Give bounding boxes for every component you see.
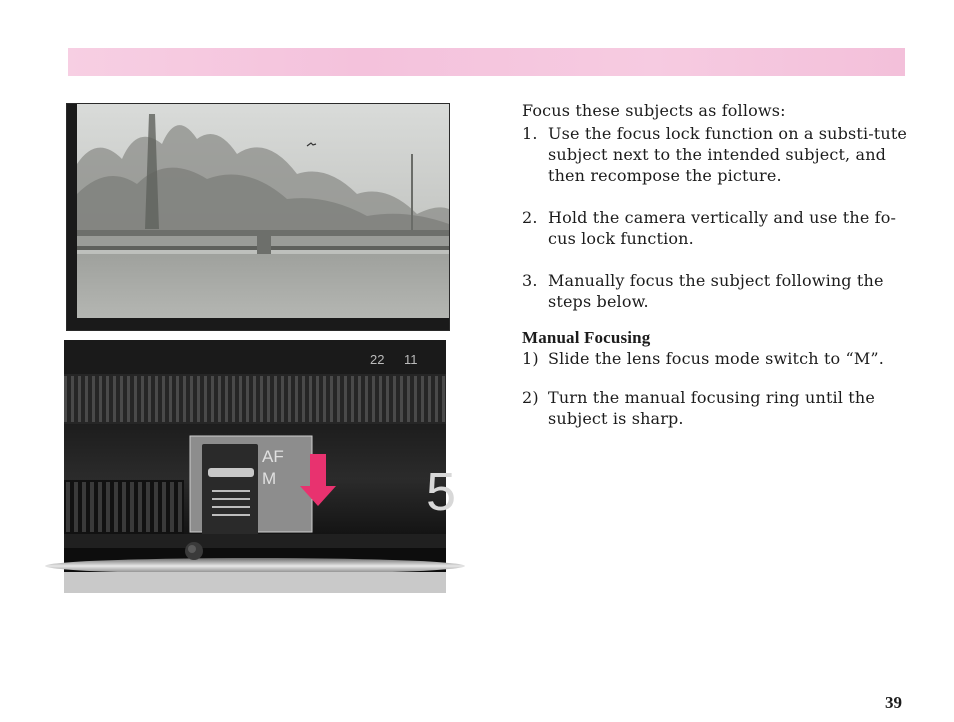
scale-mark-22: 22 [370, 352, 385, 367]
step-text: Hold the camera vertically and use the fo-cus lock function. [548, 208, 897, 248]
step-1 [522, 123, 907, 186]
intro-text: Focus these subjects as follows: [522, 101, 786, 120]
step-number: 2. [522, 208, 538, 227]
step-3 [522, 270, 907, 312]
river-scene-photo [66, 103, 450, 331]
step-text: Use the focus lock function on a substi-tute subject next to the intended subject, and then recompose the picture. [548, 124, 908, 185]
step-2 [522, 207, 907, 249]
step-number: 2) [522, 388, 539, 407]
step-number: 1) [522, 349, 539, 368]
instructions-column [522, 100, 907, 429]
switch-label-m: M [262, 469, 277, 488]
switch-label-af: AF [262, 447, 284, 466]
barrel-digit: 5 [426, 462, 457, 522]
step-number: 1. [522, 124, 538, 143]
section-heading: Manual Focusing [522, 328, 651, 347]
step-number: 3. [522, 271, 538, 290]
header-color-band [68, 48, 905, 76]
manual-step-2 [522, 387, 907, 429]
scale-mark-11: 11 [404, 352, 418, 367]
step-text: Slide the lens focus mode switch to “M”. [548, 349, 884, 368]
page-number: 39 [885, 693, 902, 712]
step-text: Turn the manual focusing ring until the subject is sharp. [548, 388, 875, 428]
lens-switch-photo [64, 340, 457, 593]
step-text: Manually focus the subject following the steps below. [548, 271, 884, 311]
manual-step-1 [522, 348, 907, 369]
